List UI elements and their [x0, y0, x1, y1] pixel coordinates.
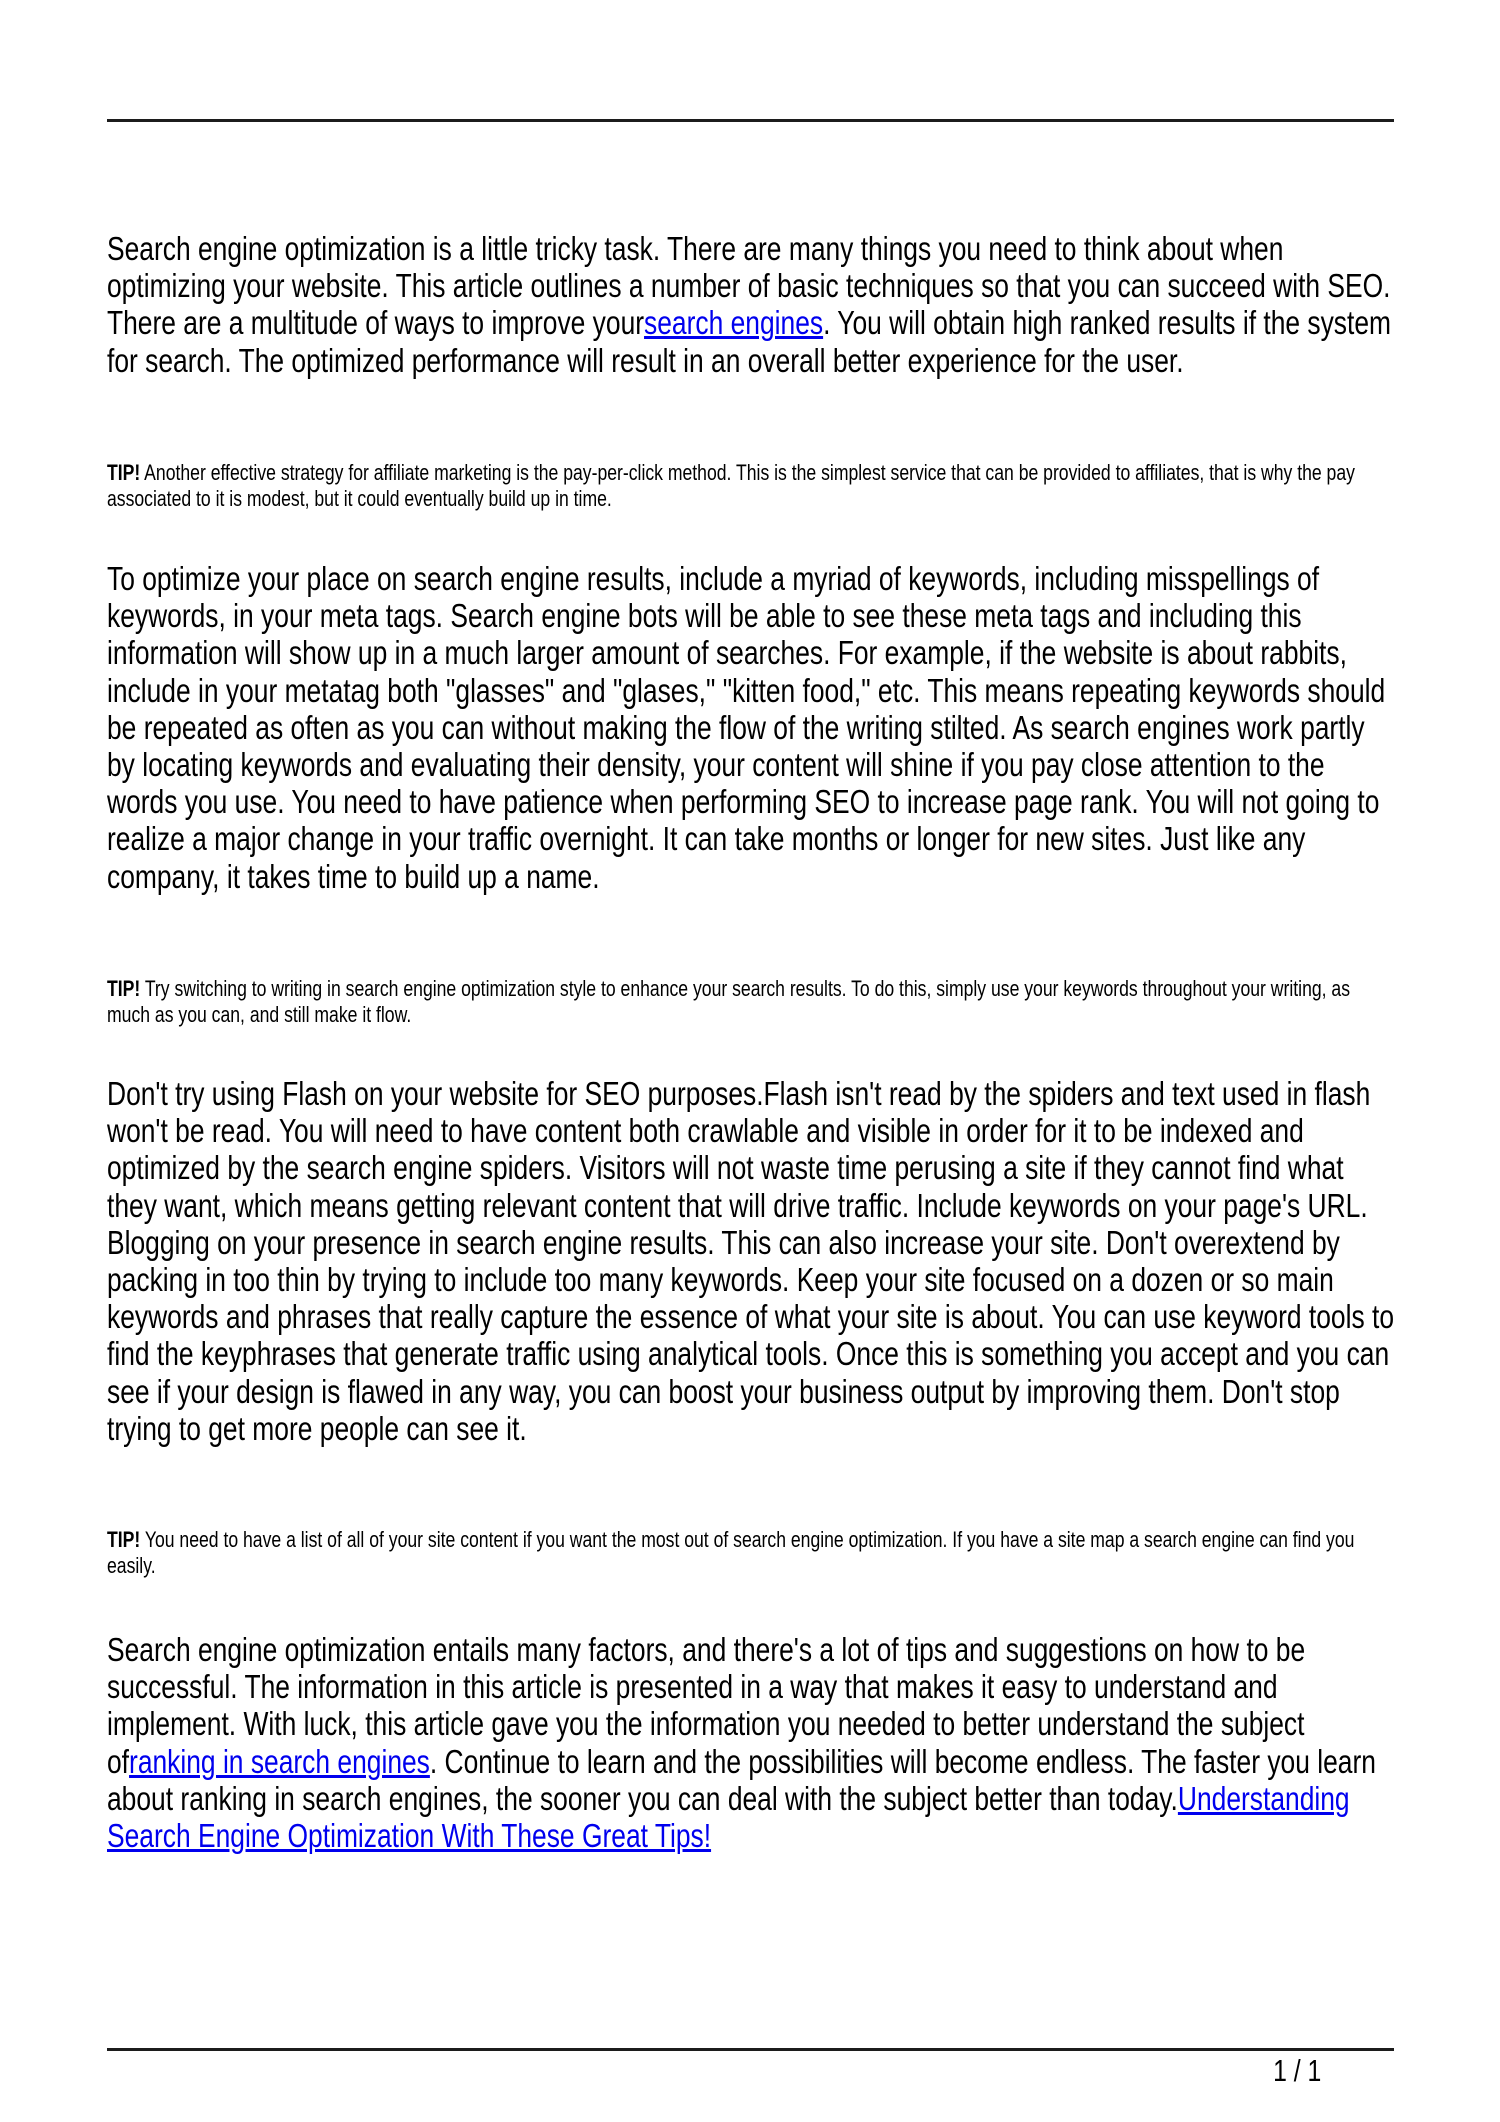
paragraph-text: Don't try using Flash on your website for SEO purposes.Flash isn't read by the spiders and text used in flash won't be read. You will need to have content both crawlable and visible in order for it to be indexed and optimized by the search engine spiders. Visitors will not waste time perusing a site if they cannot find what they want, which means getting relevant content that will drive traffic. Include keywords on your page's URL. Blogging on your presence in search engine results. This can also increase your site. Don't overextend by packing in too thin by trying to include too many keywords. Keep your site focused on a dozen or so main keywords and phrases that really capture the essence of what your site is about. You can use keyword tools to find the keyphrases that generate traffic using analytical tools. Once this is something you accept and you can see if your design is flawed in any way, you can boost your business output by improving them. Don't stop trying to get more people can see it.	[107, 1075, 1395, 1447]
tip-label: TIP!	[107, 460, 141, 485]
paragraph-intro	[107, 230, 1395, 379]
paragraph-text: . Continue to learn and the possibilities will become endless. The faster you learn about ranking in search engines, the sooner you can deal with the subject better than today.	[107, 1742, 1376, 1817]
footer-rule	[107, 2048, 1394, 2051]
paragraph-conclusion	[107, 1631, 1395, 1854]
tip-text: You need to have a list of all of your site content if you want the most out of search engine optimization. If you have a site map a search engine can find you easily.	[107, 1527, 1355, 1578]
tip-text: Try switching to writing in search engine optimization style to enhance your search results. To do this, simply use your keywords throughout your writing, as much as you can, and still make it flow.	[107, 976, 1351, 1027]
tip-label: TIP!	[107, 976, 141, 1001]
paragraph-text: Search engine optimization is a little tricky task. There are many things you need to think about when optimizing your website. This article outlines a number of basic techniques so that you can succeed with SEO. There are a multitude of ways to improve your	[107, 230, 1391, 342]
tip-block-3	[107, 1527, 1395, 1579]
tip-block-2	[107, 976, 1395, 1028]
search-engines-link[interactable]: search engines	[644, 304, 824, 342]
paragraph-text: To optimize your place on search engine results, include a myriad of keywords, including misspellings of keywords, in your meta tags. Search engine bots will be able to see these meta tags and including this information will show up in a much larger amount of searches. For example, if the website is about rabbits, include in your metatag both "glasses" and "glases," "kitten food," etc. This means repeating keywords should be repeated as often as you can without making the flow of the writing stilted. As search engines work partly by locating keywords and evaluating their density, your content will shine if you pay close attention to the words you use. You need to have patience when performing SEO to increase page rank. You will not going to realize a major change in your traffic overnight. It can take months or longer for new sites. Just like any company, it takes time to build up a name.	[107, 560, 1386, 895]
ranking-in-search-engines-link[interactable]: ranking in search engines	[129, 1742, 430, 1780]
paragraph-text: . You will obtain high ranked results if the system for search. The optimized performance will result in an overall better experience for the user.	[107, 304, 1392, 379]
tip-block-1	[107, 460, 1395, 512]
tip-label: TIP!	[107, 1527, 141, 1552]
header-rule	[107, 119, 1394, 122]
tip-text: Another effective strategy for affiliate marketing is the pay-per-click method. This is the simplest service that can be provided to affiliates, that is why the pay associated to it is modest, but it could eventually build up in time.	[107, 460, 1355, 511]
paragraph-text: Search engine optimization entails many factors, and there's a lot of tips and suggestions on how to be successful. The information in this article is presented in a way that makes it easy to understand and implement. With luck, this article gave you the information you needed to better understand the subject of	[107, 1631, 1306, 1780]
paragraph-flash	[107, 1075, 1395, 1447]
article-title-link[interactable]: Understanding Search Engine Optimization With These Great Tips!	[107, 1779, 1350, 1855]
paragraph-keywords	[107, 560, 1395, 895]
page-number: 1 / 1	[1272, 2053, 1321, 2088]
